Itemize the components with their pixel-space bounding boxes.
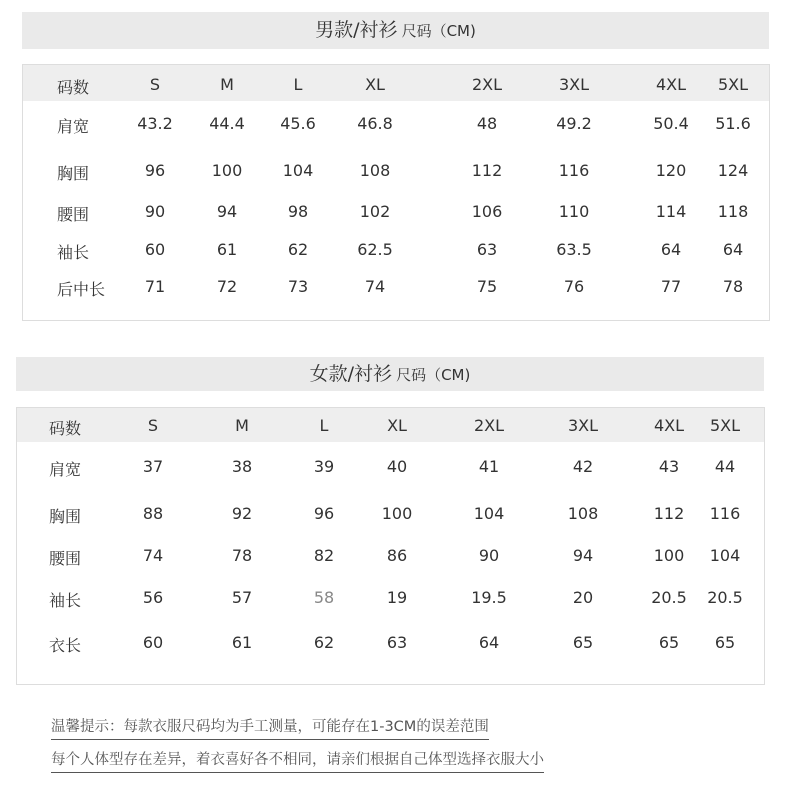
men-header-size-5xl: 5XL xyxy=(717,75,749,94)
women-header-size-l: L xyxy=(319,416,329,435)
men-value-cell: 104 xyxy=(282,161,314,180)
women-value-cell: 57 xyxy=(231,588,253,607)
women-value-cell: 90 xyxy=(478,546,500,565)
men-title-main: 男款/衬衫 xyxy=(315,19,398,41)
women-value-cell: 78 xyxy=(231,546,253,565)
women-header-size-5xl: 5XL xyxy=(709,416,741,435)
men-value-cell: 48 xyxy=(476,114,498,133)
men-row-label: 胸围 xyxy=(57,164,90,183)
men-value-cell: 60 xyxy=(144,240,166,259)
women-value-cell: 104 xyxy=(473,504,505,523)
men-row-label: 袖长 xyxy=(57,243,90,262)
women-value-cell: 40 xyxy=(386,457,408,476)
men-value-cell: 72 xyxy=(216,277,238,296)
women-value-cell: 20.5 xyxy=(651,588,687,607)
women-header-size-xl: XL xyxy=(387,416,407,435)
women-value-cell: 64 xyxy=(478,633,500,652)
women-value-cell: 88 xyxy=(142,504,164,523)
men-value-cell: 74 xyxy=(364,277,386,296)
men-value-cell: 94 xyxy=(216,202,238,221)
women-value-cell: 19.5 xyxy=(471,588,507,607)
women-value-cell: 19 xyxy=(386,588,408,607)
men-size-table xyxy=(22,64,770,321)
women-value-cell: 65 xyxy=(714,633,736,652)
women-value-cell: 62 xyxy=(313,633,335,652)
men-value-cell: 106 xyxy=(471,202,503,221)
men-header-size-2xl: 2XL xyxy=(471,75,503,94)
women-value-cell: 39 xyxy=(313,457,335,476)
women-value-cell: 96 xyxy=(313,504,335,523)
women-value-cell: 60 xyxy=(142,633,164,652)
women-row-label: 胸围 xyxy=(49,507,82,526)
men-value-cell: 61 xyxy=(216,240,238,259)
men-value-cell: 98 xyxy=(287,202,309,221)
women-value-cell: 37 xyxy=(142,457,164,476)
women-row-label: 袖长 xyxy=(49,591,82,610)
women-value-cell: 94 xyxy=(572,546,594,565)
men-value-cell: 62.5 xyxy=(357,240,393,259)
men-title-unit: 尺码（CM) xyxy=(401,22,476,40)
women-value-cell: 38 xyxy=(231,457,253,476)
women-value-cell: 74 xyxy=(142,546,164,565)
women-value-cell: 104 xyxy=(709,546,741,565)
men-value-cell: 43.2 xyxy=(137,114,173,133)
men-value-cell: 49.2 xyxy=(556,114,592,133)
men-value-cell: 120 xyxy=(655,161,687,180)
women-value-cell: 44 xyxy=(714,457,736,476)
women-value-cell: 56 xyxy=(142,588,164,607)
women-title-unit: 尺码（CM) xyxy=(396,366,471,384)
men-value-cell: 110 xyxy=(558,202,590,221)
men-row-label: 腰围 xyxy=(57,205,90,224)
men-value-cell: 114 xyxy=(655,202,687,221)
note-body-type: 每个人体型存在差异，着衣喜好各不相同，请亲们根据自己体型选择衣服大小 xyxy=(51,748,544,773)
men-header-size-4xl: 4XL xyxy=(655,75,687,94)
men-value-cell: 102 xyxy=(359,202,391,221)
women-value-cell: 20.5 xyxy=(707,588,743,607)
men-value-cell: 71 xyxy=(144,277,166,296)
women-row-label: 肩宽 xyxy=(49,460,82,479)
women-value-cell: 108 xyxy=(567,504,599,523)
women-value-cell: 86 xyxy=(386,546,408,565)
women-value-cell: 42 xyxy=(572,457,594,476)
men-value-cell: 124 xyxy=(717,161,749,180)
women-value-cell: 112 xyxy=(653,504,685,523)
women-value-cell: 41 xyxy=(478,457,500,476)
women-size-table xyxy=(16,407,765,685)
men-header-size-s: S xyxy=(149,75,161,94)
men-section-title xyxy=(22,12,769,49)
men-value-cell: 63.5 xyxy=(556,240,592,259)
women-value-cell: 92 xyxy=(231,504,253,523)
men-header-label: 码数 xyxy=(57,78,90,97)
women-value-cell: 43 xyxy=(658,457,680,476)
men-header-size-xl: XL xyxy=(365,75,385,94)
men-value-cell: 90 xyxy=(144,202,166,221)
men-value-cell: 44.4 xyxy=(209,114,245,133)
men-value-cell: 62 xyxy=(287,240,309,259)
women-value-cell: 100 xyxy=(653,546,685,565)
men-value-cell: 64 xyxy=(722,240,744,259)
men-value-cell: 100 xyxy=(211,161,243,180)
men-value-cell: 76 xyxy=(563,277,585,296)
men-value-cell: 78 xyxy=(722,277,744,296)
women-header-size-3xl: 3XL xyxy=(567,416,599,435)
men-header-size-l: L xyxy=(293,75,303,94)
women-header-size-s: S xyxy=(147,416,159,435)
women-value-cell: 63 xyxy=(386,633,408,652)
men-value-cell: 108 xyxy=(359,161,391,180)
women-header-label: 码数 xyxy=(49,419,82,438)
women-value-cell: 65 xyxy=(572,633,594,652)
women-header-size-m: M xyxy=(235,416,249,435)
women-value-cell: 116 xyxy=(709,504,741,523)
note-measurement-error: 温馨提示：每款衣服尺码均为手工测量，可能存在1-3CM的误差范围 xyxy=(51,715,489,740)
men-value-cell: 96 xyxy=(144,161,166,180)
women-title-main: 女款/衬衫 xyxy=(309,363,393,385)
women-header-size-2xl: 2XL xyxy=(473,416,505,435)
men-value-cell: 75 xyxy=(476,277,498,296)
men-row-label: 肩宽 xyxy=(57,117,90,136)
men-value-cell: 116 xyxy=(558,161,590,180)
men-value-cell: 112 xyxy=(471,161,503,180)
women-value-cell: 61 xyxy=(231,633,253,652)
men-value-cell: 73 xyxy=(287,277,309,296)
women-value-cell: 58 xyxy=(313,588,335,607)
men-value-cell: 64 xyxy=(660,240,682,259)
women-value-cell: 82 xyxy=(313,546,335,565)
women-value-cell: 20 xyxy=(572,588,594,607)
men-value-cell: 45.6 xyxy=(280,114,316,133)
men-header-size-m: M xyxy=(220,75,234,94)
men-value-cell: 51.6 xyxy=(715,114,751,133)
women-section-title xyxy=(16,357,764,391)
men-value-cell: 50.4 xyxy=(653,114,689,133)
men-row-label: 后中长 xyxy=(57,280,106,299)
women-value-cell: 100 xyxy=(381,504,413,523)
women-row-label: 衣长 xyxy=(49,636,82,655)
women-header-size-4xl: 4XL xyxy=(653,416,685,435)
women-row-label: 腰围 xyxy=(49,549,82,568)
women-value-cell: 65 xyxy=(658,633,680,652)
men-header-size-3xl: 3XL xyxy=(558,75,590,94)
men-value-cell: 77 xyxy=(660,277,682,296)
men-value-cell: 46.8 xyxy=(357,114,393,133)
men-value-cell: 118 xyxy=(717,202,749,221)
men-value-cell: 63 xyxy=(476,240,498,259)
